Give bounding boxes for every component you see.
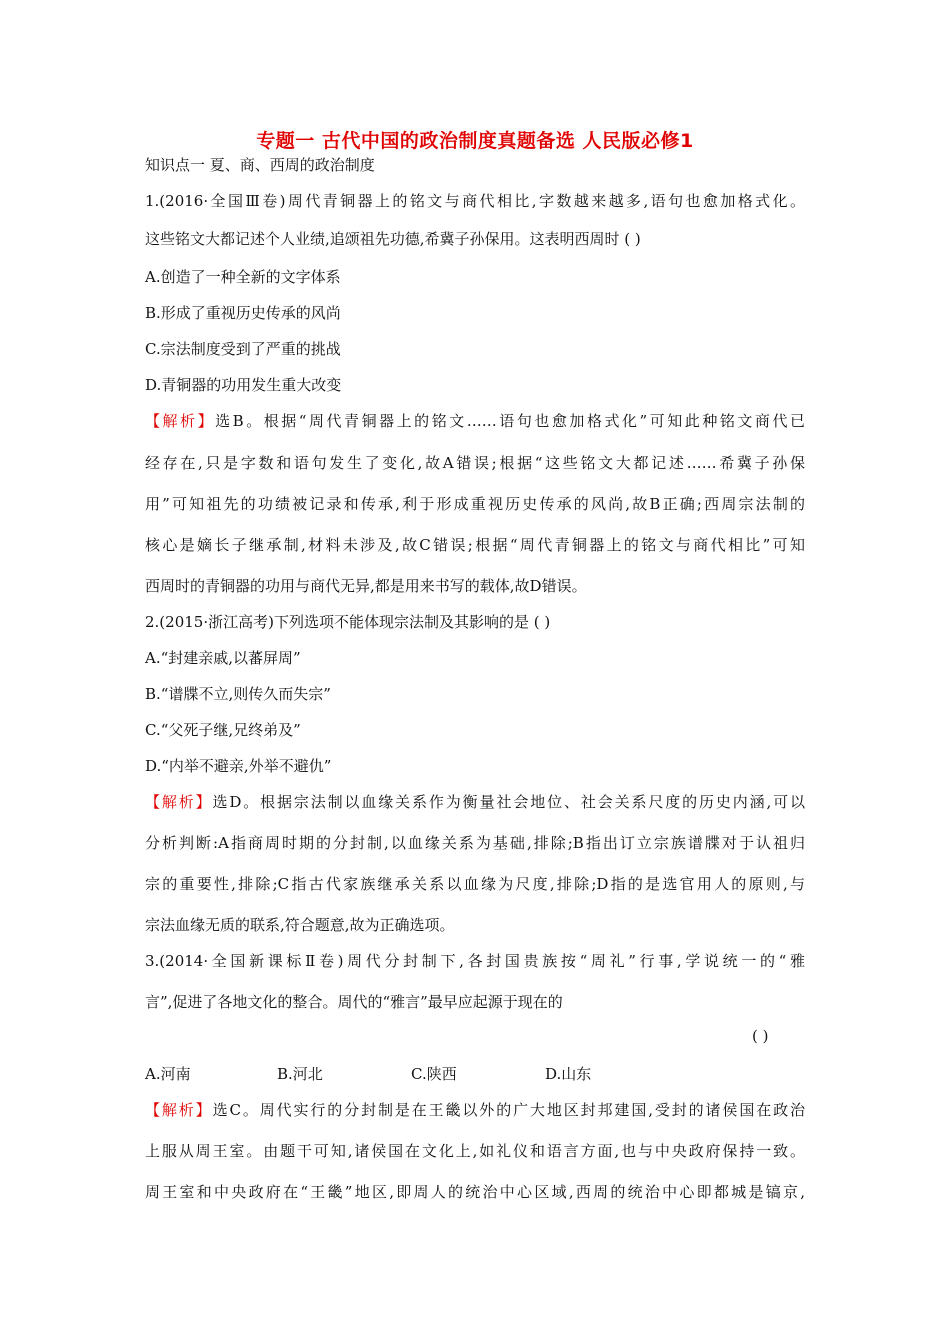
q2-analysis-line-3: 宗的重要性,排除;C指古代家族继承关系以血缘为尺度,排除;D指的是选官用人的原则,与 bbox=[145, 875, 805, 893]
q3-stem-line-1: 3.(2014·全国新课标Ⅱ卷)周代分封制下,各封国贵族按“周礼”行事,学说统一的“雅 bbox=[145, 952, 805, 970]
document-title: 专题一 古代中国的政治制度真题备选 人民版必修1 bbox=[256, 130, 694, 152]
q3-analysis-line-1 bbox=[145, 1099, 805, 1120]
q2-option-c: C.“父死子继,兄终弟及” bbox=[145, 721, 301, 739]
q1-analysis-line-2: 经存在,只是字数和语句发生了变化,故A错误;根据“这些铭文大都记述……希冀子孙保 bbox=[145, 454, 805, 472]
q1-option-d: D.青铜器的功用发生重大改变 bbox=[145, 376, 342, 394]
q2-analysis-line-1 bbox=[145, 791, 805, 812]
q3-analysis-text-1: 选C。周代实行的分封制是在王畿以外的广大地区封邦建国,受封的诸侯国在政治 bbox=[212, 1101, 805, 1119]
q3-stem-line-2: 言”,促进了各地文化的整合。周代的“雅言”最早应起源于现在的 bbox=[145, 993, 563, 1011]
q2-option-a: A.“封建亲戚,以蕃屏周” bbox=[145, 649, 301, 667]
q3-option-a: A.河南 bbox=[145, 1065, 191, 1083]
analysis-tag: 【解析】 bbox=[145, 793, 213, 811]
q1-option-a: A.创造了一种全新的文字体系 bbox=[145, 268, 341, 286]
q1-stem-line-2: 这些铭文大都记述个人业绩,追颂祖先功德,希冀子孙保用。这表明西周时 ( ) bbox=[145, 230, 641, 248]
q2-stem: 2.(2015·浙江高考)下列选项不能体现宗法制及其影响的是 ( ) bbox=[145, 613, 551, 631]
q2-option-d: D.“内举不避亲,外举不避仇” bbox=[145, 757, 332, 775]
section-heading: 知识点一 夏、商、西周的政治制度 bbox=[145, 156, 375, 174]
q2-analysis-text-1: 选D。根据宗法制以血缘关系作为衡量社会地位、社会关系尺度的历史内涵,可以 bbox=[212, 793, 805, 811]
q1-analysis-line-3: 用”可知祖先的功绩被记录和传承,利于形成重视历史传承的风尚,故B正确;西周宗法制的 bbox=[145, 495, 805, 513]
q1-stem-line-1: 1.(2016·全国Ⅲ卷)周代青铜器上的铭文与商代相比,字数越来越多,语句也愈加格式化。 bbox=[145, 192, 805, 210]
q1-analysis-text-1: 选B。根据“周代青铜器上的铭文……语句也愈加格式化”可知此种铭文商代已 bbox=[215, 412, 805, 430]
q3-analysis-line-2: 上服从周王室。由题干可知,诸侯国在文化上,如礼仪和语言方面,也与中央政府保持一致。 bbox=[145, 1142, 805, 1160]
q1-option-b: B.形成了重视历史传承的风尚 bbox=[145, 304, 341, 322]
analysis-tag: 【解析】 bbox=[145, 412, 216, 430]
analysis-tag: 【解析】 bbox=[145, 1101, 213, 1119]
q3-answer-blank: ( ) bbox=[752, 1027, 769, 1045]
q3-option-c: C.陕西 bbox=[411, 1065, 457, 1083]
q2-analysis-line-4: 宗法血缘无质的联系,符合题意,故为正确选项。 bbox=[145, 916, 455, 934]
q1-analysis-line-1 bbox=[145, 410, 805, 431]
q2-analysis-line-2: 分析判断:A指商周时期的分封制,以血缘关系为基础,排除;B指出订立宗族谱牒对于认祖归 bbox=[145, 834, 805, 852]
q2-option-b: B.“谱牒不立,则传久而失宗” bbox=[145, 685, 331, 703]
q3-option-b: B.河北 bbox=[277, 1065, 323, 1083]
q1-analysis-line-5: 西周时的青铜器的功用与商代无异,都是用来书写的载体,故D错误。 bbox=[145, 577, 587, 595]
q1-analysis-line-4: 核心是嫡长子继承制,材料未涉及,故C错误;根据“周代青铜器上的铭文与商代相比”可知 bbox=[145, 536, 805, 554]
q3-analysis-line-3: 周王室和中央政府在“王畿”地区,即周人的统治中心区域,西周的统治中心即都城是镐京, bbox=[145, 1183, 805, 1201]
q1-option-c: C.宗法制度受到了严重的挑战 bbox=[145, 340, 341, 358]
q3-option-d: D.山东 bbox=[545, 1065, 592, 1083]
